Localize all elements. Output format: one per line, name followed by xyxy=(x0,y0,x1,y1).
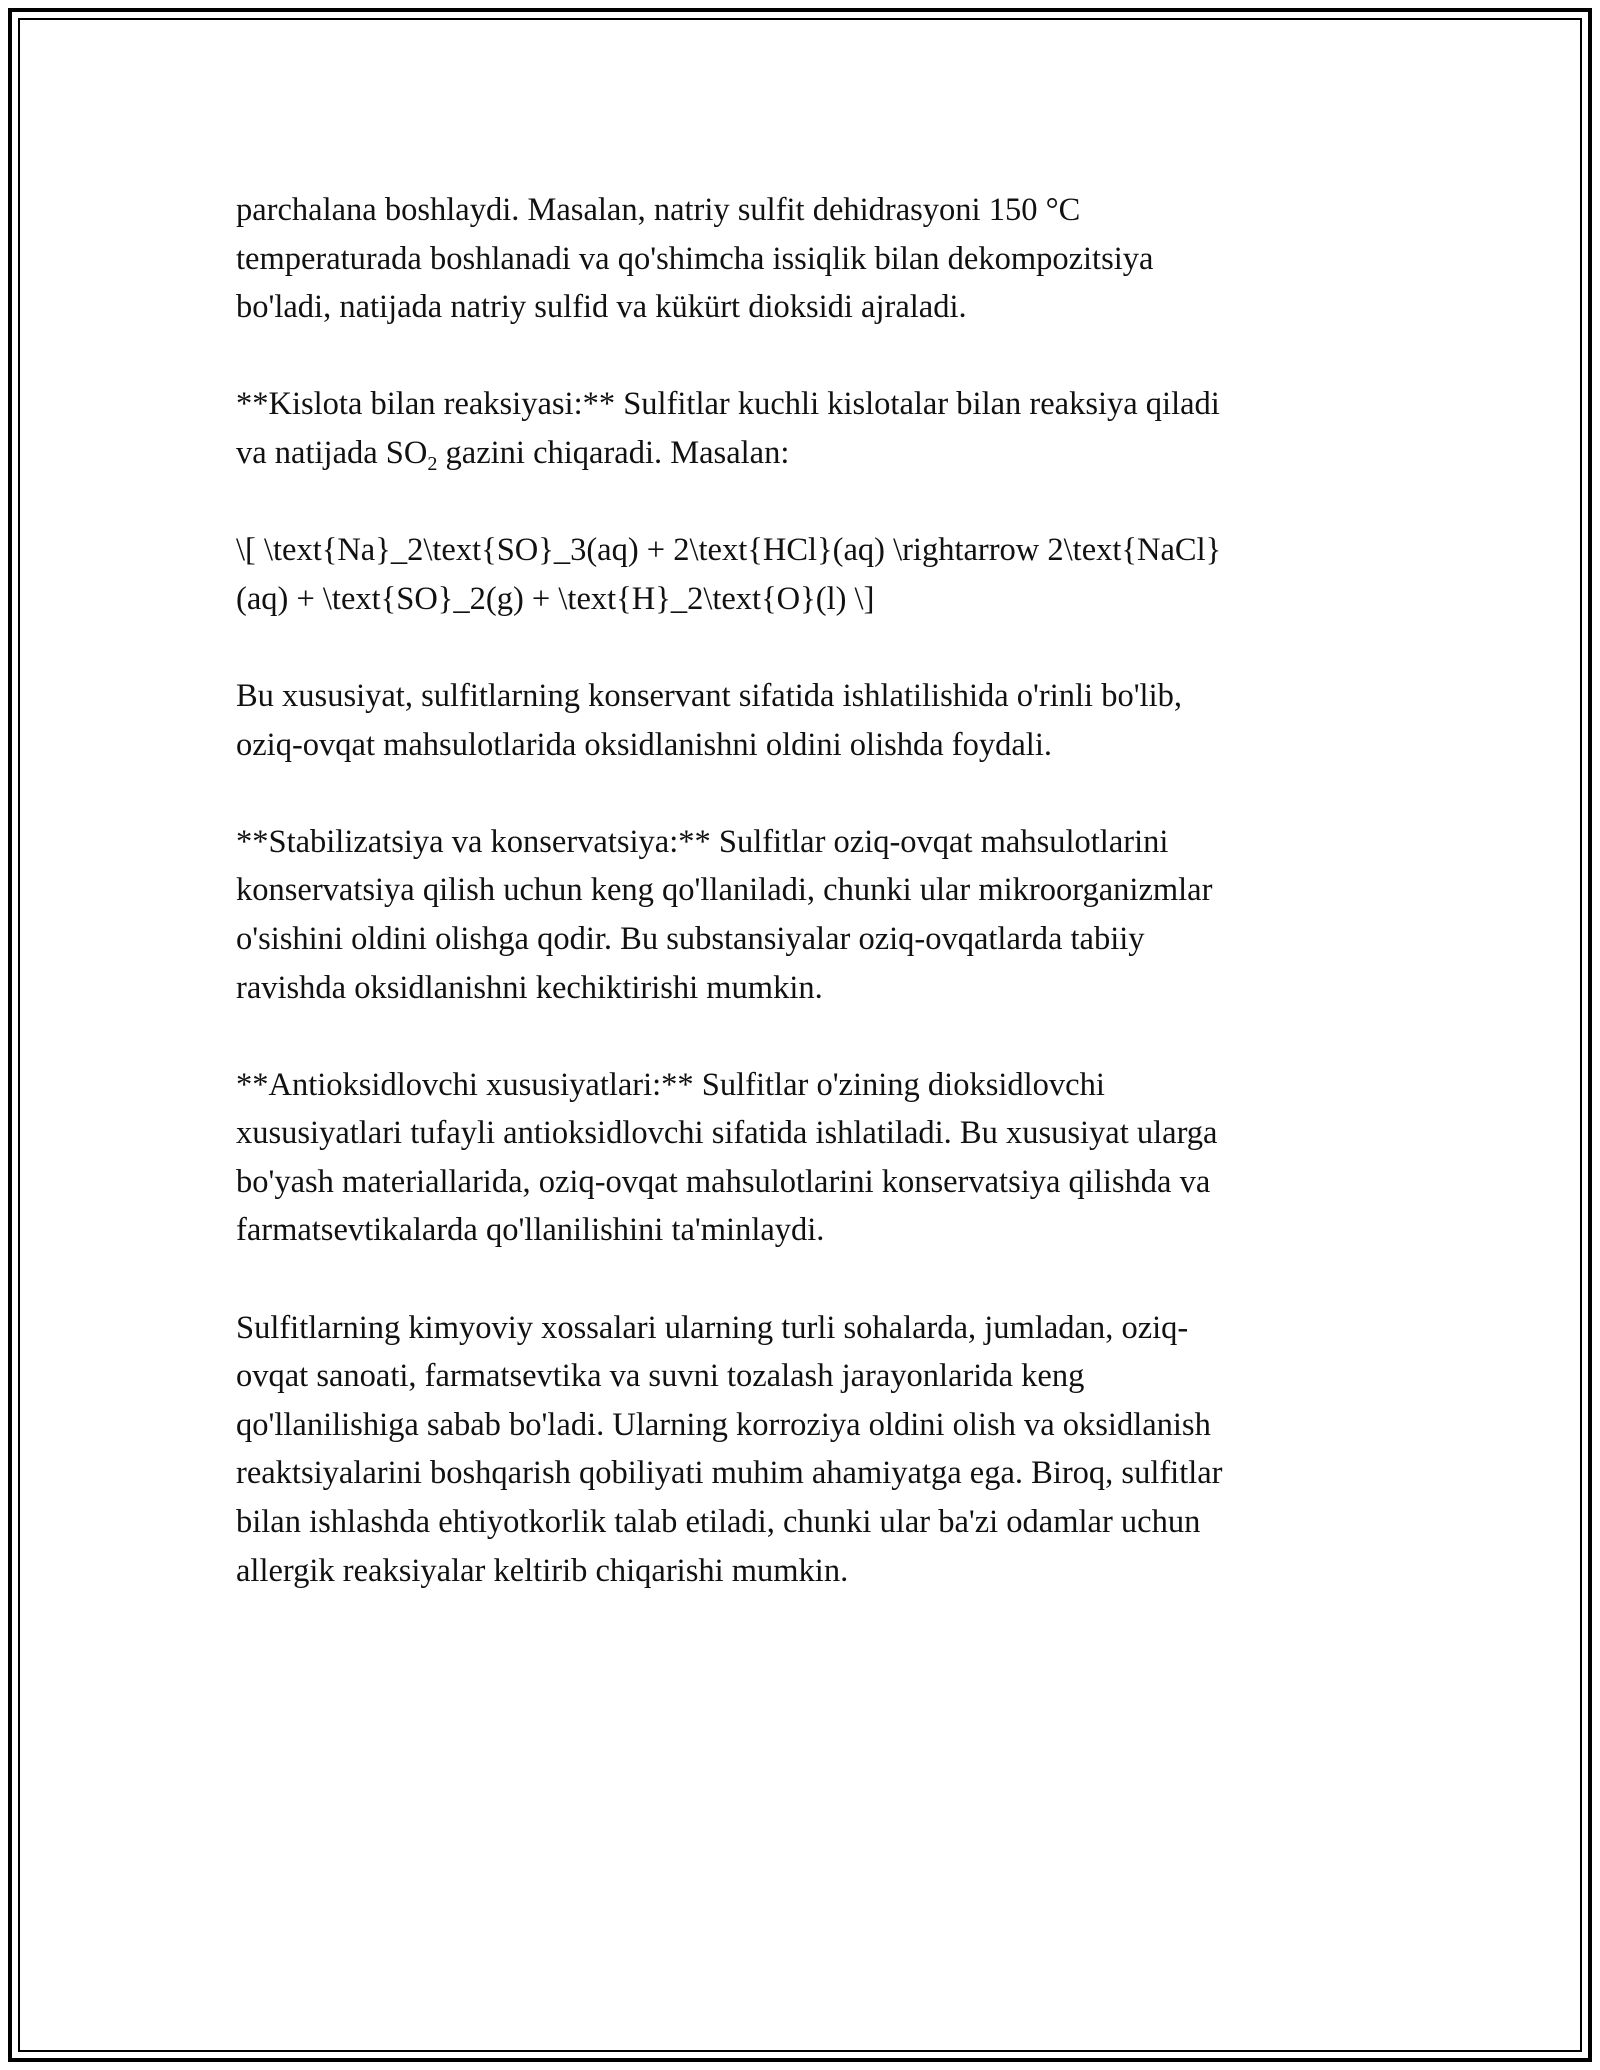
text-line: bo'ladi, natijada natriy sulfid va kükürt dioksidi ajraladi. xyxy=(236,289,967,326)
equation-line: (aq) + \text{SO}_2(g) + \text{H}_2\text{O}(l) \] xyxy=(236,580,875,617)
text-line: o'sishini oldini olishga qodir. Bu substansiyalar oziq-ovqatlarda tabiiy xyxy=(236,920,1145,957)
text-line: allergik reaksiyalar keltirib chiqarishi mumkin. xyxy=(236,1552,849,1589)
text-line: ravishda oksidlanishni kechiktirishi mumkin. xyxy=(236,969,823,1006)
paragraph-acid-reaction xyxy=(236,380,1366,477)
text-line: temperaturada boshlanadi va qo'shimcha issiqlik bilan dekompozitsiya xyxy=(236,240,1154,277)
text-line: bo'yash materiallarida, oziq-ovqat mahsulotlarini konservatsiya qilishda va xyxy=(236,1163,1211,1200)
text-line: oziq-ovqat mahsulotlarida oksidlanishni oldini olishda foydali. xyxy=(236,726,1052,763)
text-line: Sulfitlarning kimyoviy xossalari ularning turli sohalarda, jumladan, oziq- xyxy=(236,1309,1189,1346)
paragraph-decomposition xyxy=(236,186,1366,332)
text-line: qo'llanilishiga sabab bo'ladi. Ularning korroziya oldini olish va oksidlanish xyxy=(236,1406,1211,1443)
text-line: parchalana boshlaydi. Masalan, natriy sulfit dehidrasyoni 150 °C xyxy=(236,192,1081,228)
text-line: **Stabilizatsiya va konservatsiya:** Sulfitlar oziq-ovqat mahsulotlarini xyxy=(236,823,1169,860)
paragraph-conclusion xyxy=(236,1304,1366,1596)
text-line: farmatsevtikalarda qo'llanilishini ta'minlaydi. xyxy=(236,1212,825,1249)
document-body xyxy=(236,186,1366,1644)
text-line: **Antioksidlovchi xususiyatlari:** Sulfitlar o'zining dioksidlovchi xyxy=(236,1066,1105,1103)
text-line: reaktsiyalarini boshqarish qobiliyati muhim ahamiyatga ega. Biroq, sulfitlar xyxy=(236,1455,1223,1492)
text-line: **Kislota bilan reaksiyasi:** Sulfitlar kuchli kislotalar bilan reaksiya qiladi xyxy=(236,386,1220,423)
text-line: ovqat sanoati, farmatsevtika va suvni tozalash jarayonlarida keng xyxy=(236,1358,1085,1395)
equation-line: \[ \text{Na}_2\text{SO}_3(aq) + 2\text{HCl}(aq) \rightarrow 2\text{NaCl} xyxy=(236,532,1222,569)
text-line: Bu xususiyat, sulfitlarning konservant sifatida ishlatilishida o'rinli bo'lib, xyxy=(236,677,1182,714)
text-line-with-formula xyxy=(236,429,1366,478)
subscript: 2 xyxy=(427,453,438,476)
paragraph-equation xyxy=(236,526,1366,623)
text-segment: gazini chiqaradi. Masalan: xyxy=(437,434,790,471)
text-segment: va natijada SO xyxy=(236,434,428,471)
paragraph-preservative xyxy=(236,672,1366,769)
paragraph-antioxidant xyxy=(236,1061,1366,1255)
text-line: xususiyatlari tufayli antioksidlovchi sifatida ishlatiladi. Bu xususiyat ularga xyxy=(236,1115,1218,1152)
paragraph-stabilization xyxy=(236,818,1366,1012)
text-line: bilan ishlashda ehtiyotkorlik talab etiladi, chunki ular ba'zi odamlar uchun xyxy=(236,1504,1201,1541)
text-line: konservatsiya qilish uchun keng qo'llaniladi, chunki ular mikroorganizmlar xyxy=(236,872,1213,909)
